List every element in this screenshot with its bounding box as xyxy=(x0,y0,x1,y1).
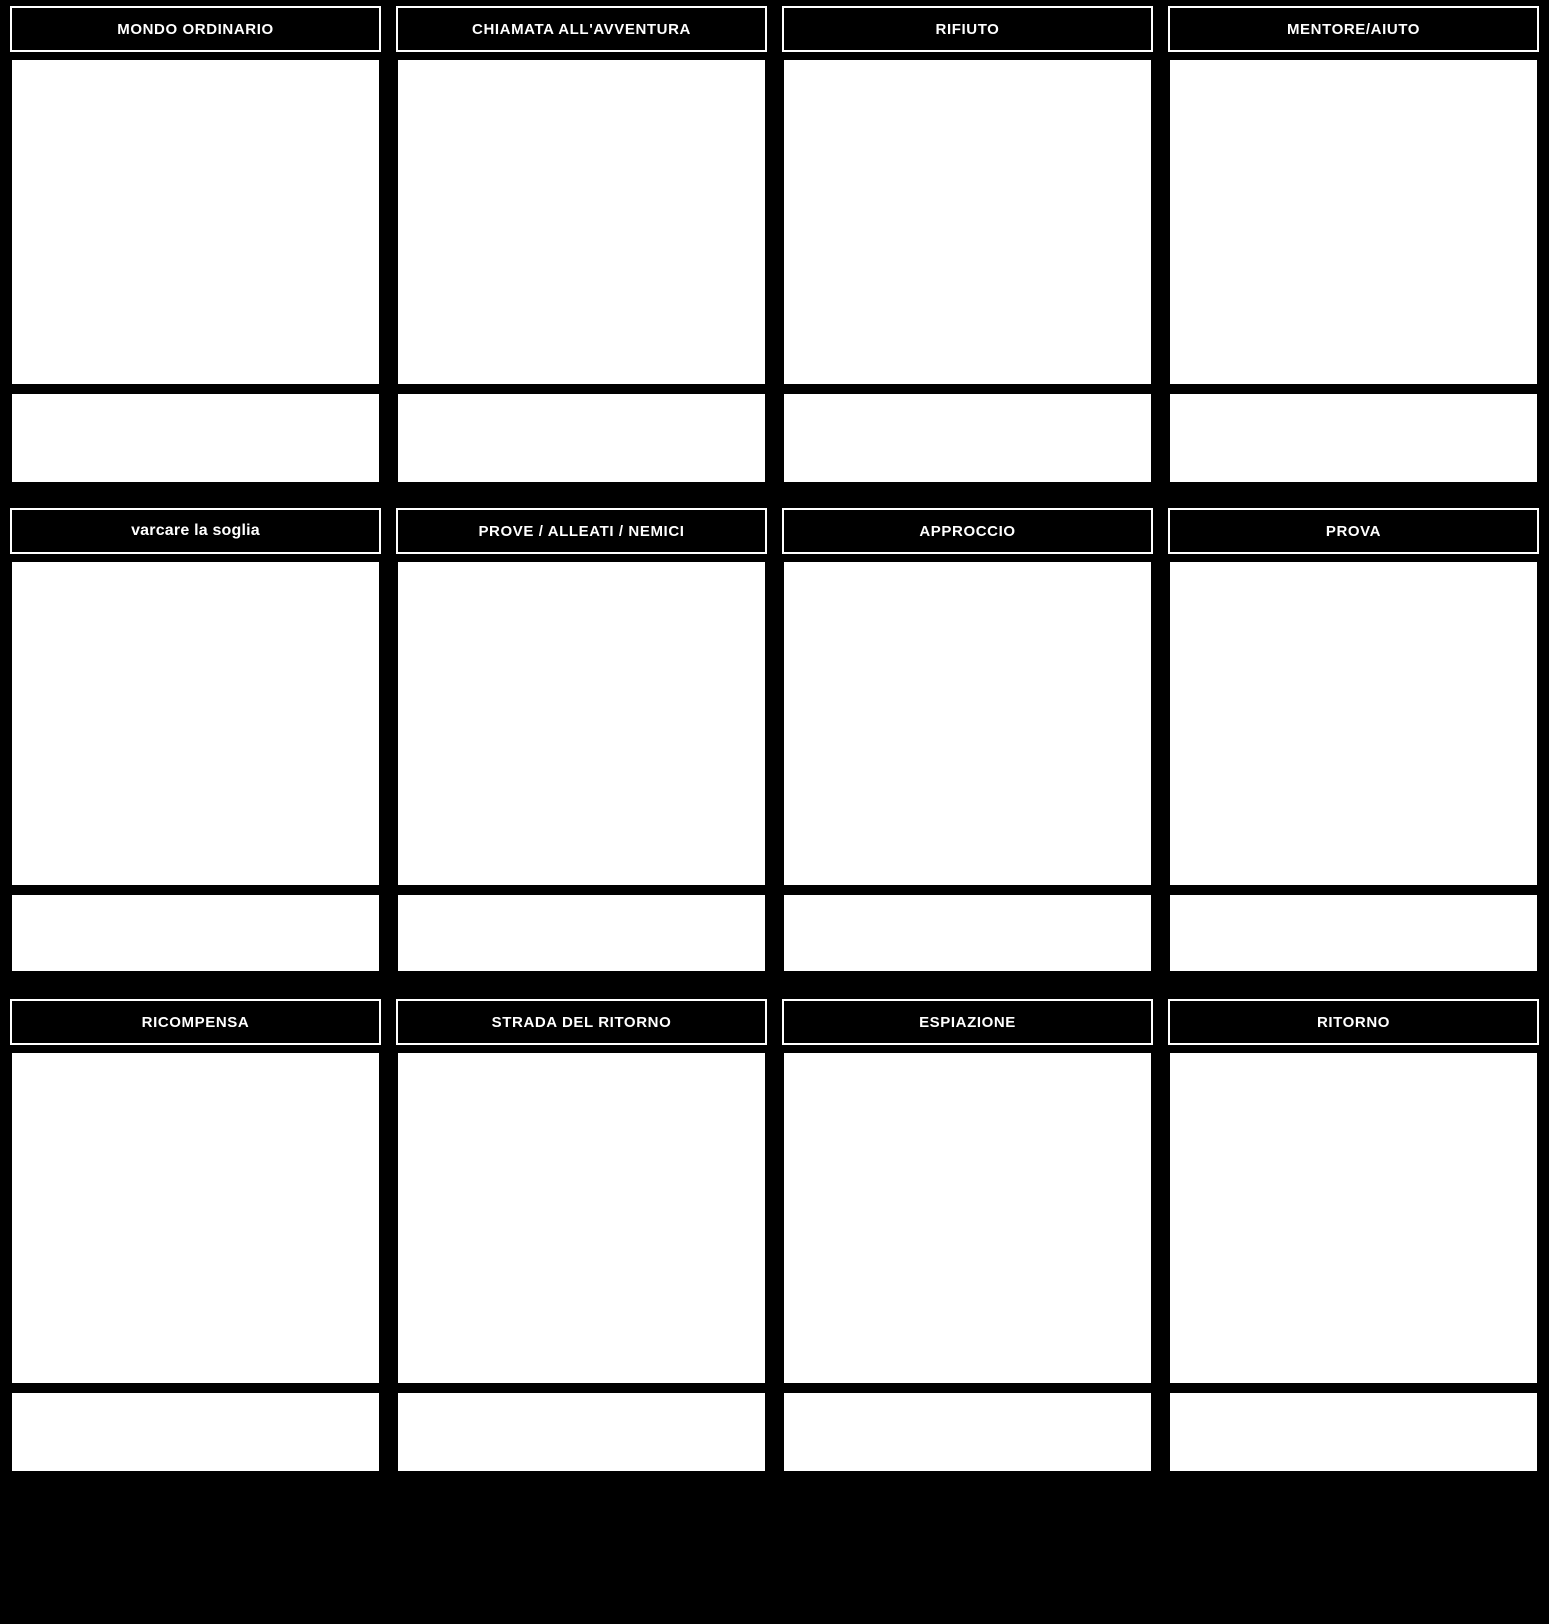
cell-drawing-area[interactable] xyxy=(1168,560,1539,887)
cell-drawing-area[interactable] xyxy=(396,560,767,887)
cell-title: varcare la soglia xyxy=(10,508,381,554)
cell-caption[interactable] xyxy=(10,893,381,973)
cell-caption[interactable] xyxy=(1168,1391,1539,1473)
storyboard-row xyxy=(10,6,1539,484)
cell-drawing-area[interactable] xyxy=(396,58,767,386)
storyboard-cell[interactable] xyxy=(1168,6,1539,484)
storyboard-cell[interactable] xyxy=(1168,999,1539,1473)
cell-caption[interactable] xyxy=(396,1391,767,1473)
storyboard-row xyxy=(10,999,1539,1473)
cell-title: RICOMPENSA xyxy=(10,999,381,1045)
storyboard-cell[interactable] xyxy=(10,6,381,484)
cell-title: CHIAMATA ALL'AVVENTURA xyxy=(396,6,767,52)
storyboard-cell[interactable] xyxy=(10,508,381,973)
cell-caption[interactable] xyxy=(10,392,381,484)
cell-title: STRADA DEL RITORNO xyxy=(396,999,767,1045)
storyboard-cell[interactable] xyxy=(10,999,381,1473)
cell-caption[interactable] xyxy=(10,1391,381,1473)
storyboard-row xyxy=(10,508,1539,973)
storyboard-cell[interactable] xyxy=(782,6,1153,484)
cell-title: MENTORE/AIUTO xyxy=(1168,6,1539,52)
storyboard-cell[interactable] xyxy=(396,508,767,973)
cell-caption[interactable] xyxy=(782,392,1153,484)
storyboard-cell[interactable] xyxy=(782,999,1153,1473)
cell-caption[interactable] xyxy=(782,1391,1153,1473)
cell-drawing-area[interactable] xyxy=(10,560,381,887)
cell-title: ESPIAZIONE xyxy=(782,999,1153,1045)
cell-caption[interactable] xyxy=(1168,392,1539,484)
cell-caption[interactable] xyxy=(396,893,767,973)
storyboard-cell[interactable] xyxy=(396,999,767,1473)
cell-drawing-area[interactable] xyxy=(782,560,1153,887)
cell-drawing-area[interactable] xyxy=(782,58,1153,386)
cell-title: RITORNO xyxy=(1168,999,1539,1045)
storyboard-cell[interactable] xyxy=(396,6,767,484)
cell-caption[interactable] xyxy=(1168,893,1539,973)
cell-drawing-area[interactable] xyxy=(1168,1051,1539,1385)
cell-caption[interactable] xyxy=(782,893,1153,973)
storyboard-cell[interactable] xyxy=(782,508,1153,973)
storyboard-cell[interactable] xyxy=(1168,508,1539,973)
cell-drawing-area[interactable] xyxy=(782,1051,1153,1385)
cell-drawing-area[interactable] xyxy=(10,58,381,386)
cell-title: PROVE / ALLEATI / NEMICI xyxy=(396,508,767,554)
cell-title: RIFIUTO xyxy=(782,6,1153,52)
cell-title: APPROCCIO xyxy=(782,508,1153,554)
cell-title: PROVA xyxy=(1168,508,1539,554)
cell-drawing-area[interactable] xyxy=(10,1051,381,1385)
cell-caption[interactable] xyxy=(396,392,767,484)
cell-drawing-area[interactable] xyxy=(1168,58,1539,386)
cell-drawing-area[interactable] xyxy=(396,1051,767,1385)
cell-title: MONDO ORDINARIO xyxy=(10,6,381,52)
